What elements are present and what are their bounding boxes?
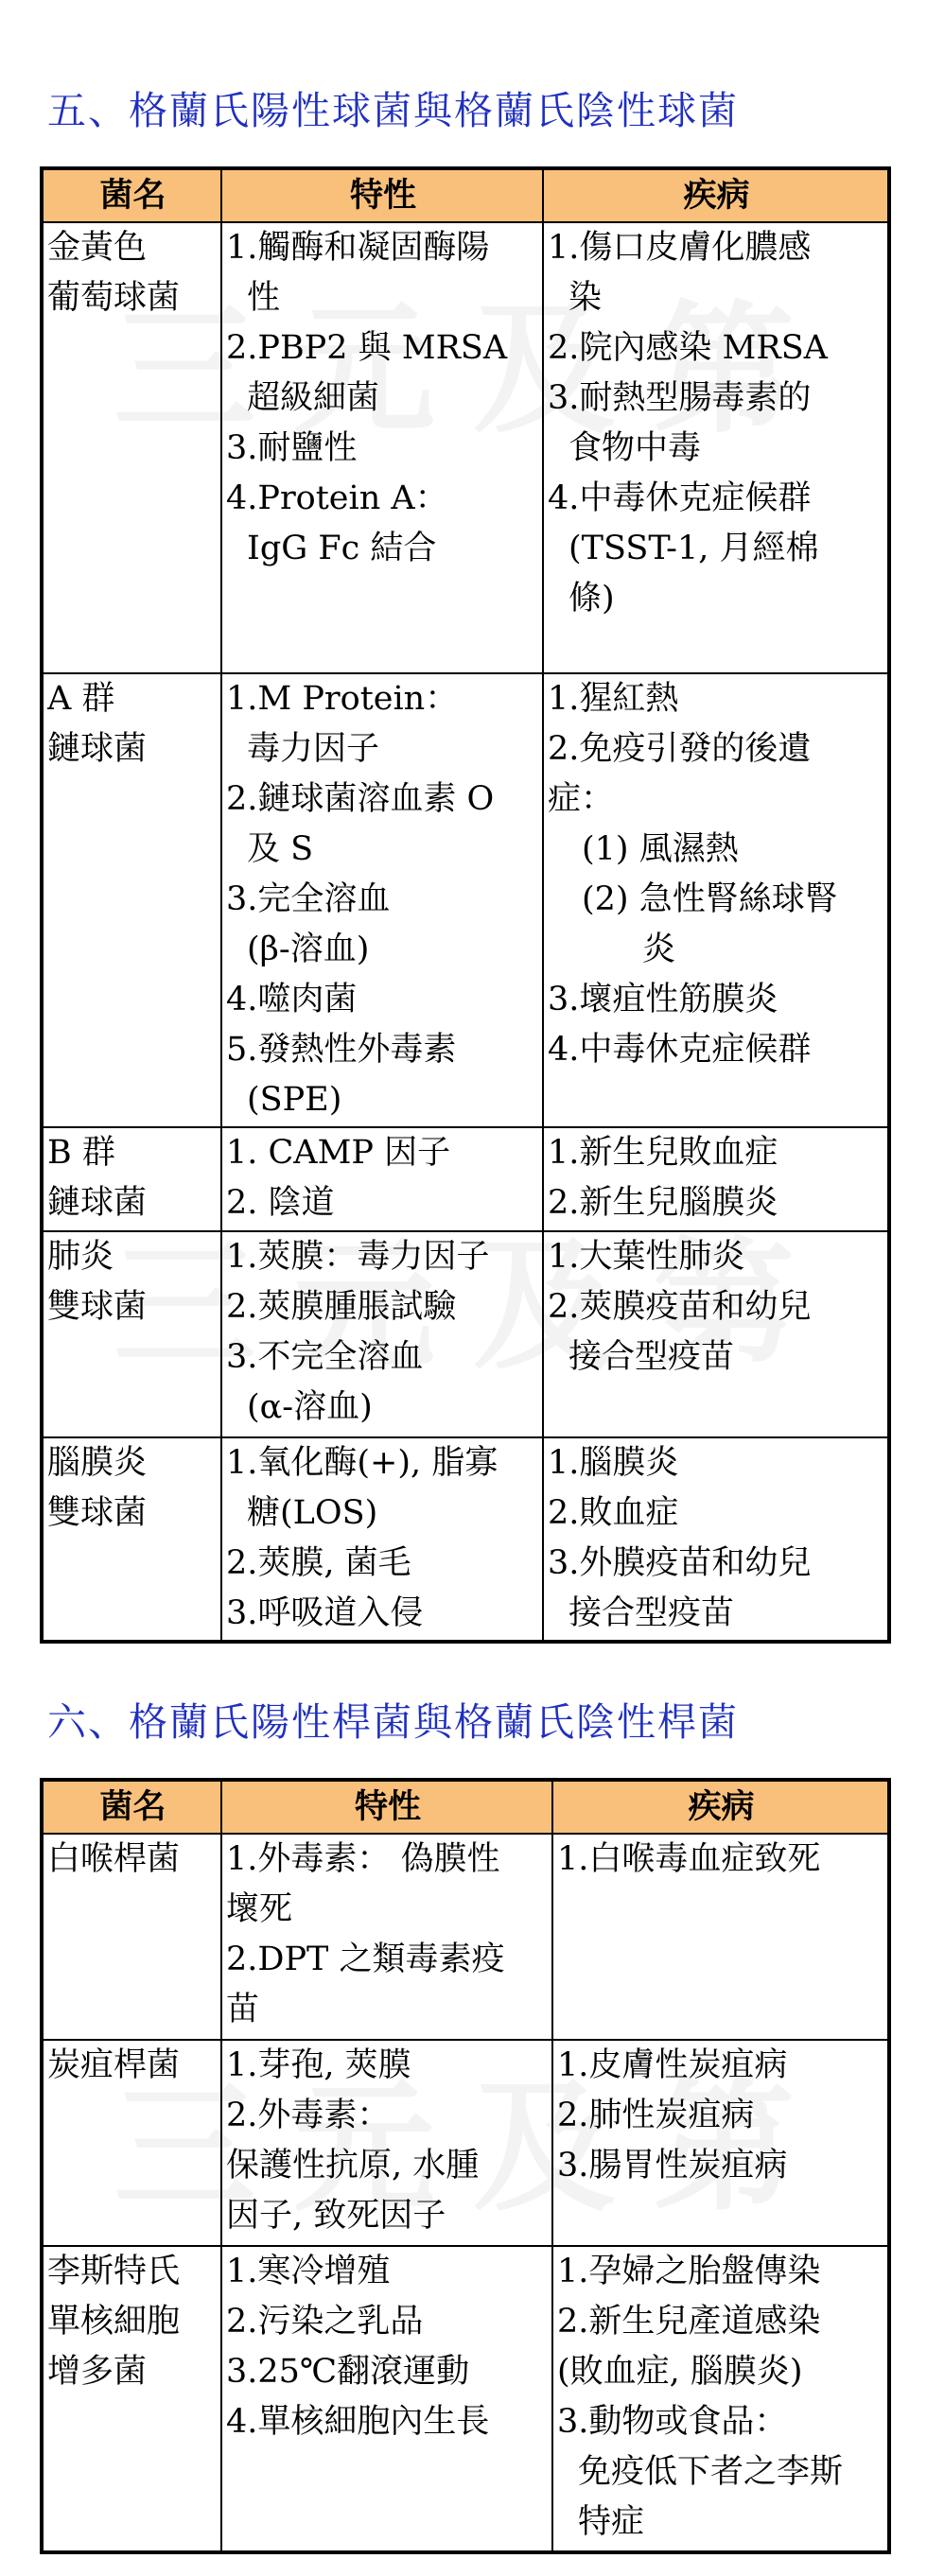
table-row	[42, 2040, 889, 2246]
table-row	[42, 1834, 889, 2040]
diseases-cell: 1.傷口皮膚化膿感 染 2.院內感染 MRSA 3.耐熱型腸毒素的 食物中毒 4.中毒休克症候群 (TSST-1, 月經棉 條)	[543, 222, 889, 673]
header-properties: 特性	[221, 168, 543, 222]
table-header-row	[42, 168, 889, 222]
table-row	[42, 1437, 889, 1642]
diseases-cell: 1.新生兒敗血症 2.新生兒腦膜炎	[543, 1127, 889, 1231]
bacteria-name-cell: 肺炎 雙球菌	[42, 1231, 221, 1437]
diseases-cell: 1.皮膚性炭疽病 2.肺性炭疽病 3.腸胃性炭疽病	[552, 2040, 889, 2246]
header-diseases: 疾病	[543, 168, 889, 222]
section-6-title: 六、格蘭氏陽性桿菌與格蘭氏陰性桿菌	[47, 1699, 739, 1745]
header-properties: 特性	[221, 1780, 552, 1834]
section-5-title: 五、格蘭氏陽性球菌與格蘭氏陰性球菌	[47, 88, 739, 133]
header-name: 菌名	[42, 168, 221, 222]
table-row	[42, 673, 889, 1127]
properties-cell: 1.M Protein： 毒力因子 2.鏈球菌溶血素 O 及 S 3.完全溶血 (β-溶血) 4.噬肉菌 5.發熱性外毒素 (SPE)	[221, 673, 543, 1127]
properties-cell: 1. CAMP 因子 2. 陰道	[221, 1127, 543, 1231]
table-row	[42, 1231, 889, 1437]
bacteria-name-cell: 炭疽桿菌	[42, 2040, 221, 2246]
table-row	[42, 1127, 889, 1231]
header-name: 菌名	[42, 1780, 221, 1834]
properties-cell: 1.莢膜：毒力因子 2.莢膜腫脹試驗 3.不完全溶血 (α-溶血)	[221, 1231, 543, 1437]
table-row	[42, 2246, 889, 2552]
bacteria-name-cell: 腦膜炎 雙球菌	[42, 1437, 221, 1642]
gram-positive-negative-bacilli-table	[40, 1778, 891, 2554]
gram-positive-negative-cocci-table	[40, 166, 891, 1644]
properties-cell: 1.外毒素： 偽膜性 壞死 2.DPT 之類毒素疫 苗	[221, 1834, 552, 2040]
properties-cell: 1.芽孢, 莢膜 2.外毒素： 保護性抗原, 水腫 因子, 致死因子	[221, 2040, 552, 2246]
diseases-cell: 1.腦膜炎 2.敗血症 3.外膜疫苗和幼兒 接合型疫苗	[543, 1437, 889, 1642]
bacteria-name-cell: A 群 鏈球菌	[42, 673, 221, 1127]
table-header-row	[42, 1780, 889, 1834]
bacteria-name-cell: 白喉桿菌	[42, 1834, 221, 2040]
properties-cell: 1.觸酶和凝固酶陽 性 2.PBP2 與 MRSA 超級細菌 3.耐鹽性 4.Protein A： IgG Fc 結合	[221, 222, 543, 673]
diseases-cell: 1.孕婦之胎盤傳染 2.新生兒產道感染 (敗血症, 腦膜炎) 3.動物或食品： 免疫低下者之李斯 特症	[552, 2246, 889, 2552]
diseases-cell: 1.白喉毒血症致死	[552, 1834, 889, 2040]
header-diseases: 疾病	[552, 1780, 889, 1834]
properties-cell: 1.寒冷增殖 2.污染之乳品 3.25℃翻滾運動 4.單核細胞內生長	[221, 2246, 552, 2552]
bacteria-name-cell: B 群 鏈球菌	[42, 1127, 221, 1231]
bacteria-name-cell: 金黃色 葡萄球菌	[42, 222, 221, 673]
table-row	[42, 222, 889, 673]
diseases-cell: 1.大葉性肺炎 2.莢膜疫苗和幼兒 接合型疫苗	[543, 1231, 889, 1437]
bacteria-name-cell: 李斯特氏 單核細胞 增多菌	[42, 2246, 221, 2552]
diseases-cell: 1.猩紅熱 2.免疫引發的後遺 症： (1) 風濕熱 (2) 急性腎絲球腎 炎 3.壞疽性筋膜炎 4.中毒休克症候群	[543, 673, 889, 1127]
properties-cell: 1.氧化酶(+), 脂寡 糖(LOS) 2.莢膜, 菌毛 3.呼吸道入侵	[221, 1437, 543, 1642]
